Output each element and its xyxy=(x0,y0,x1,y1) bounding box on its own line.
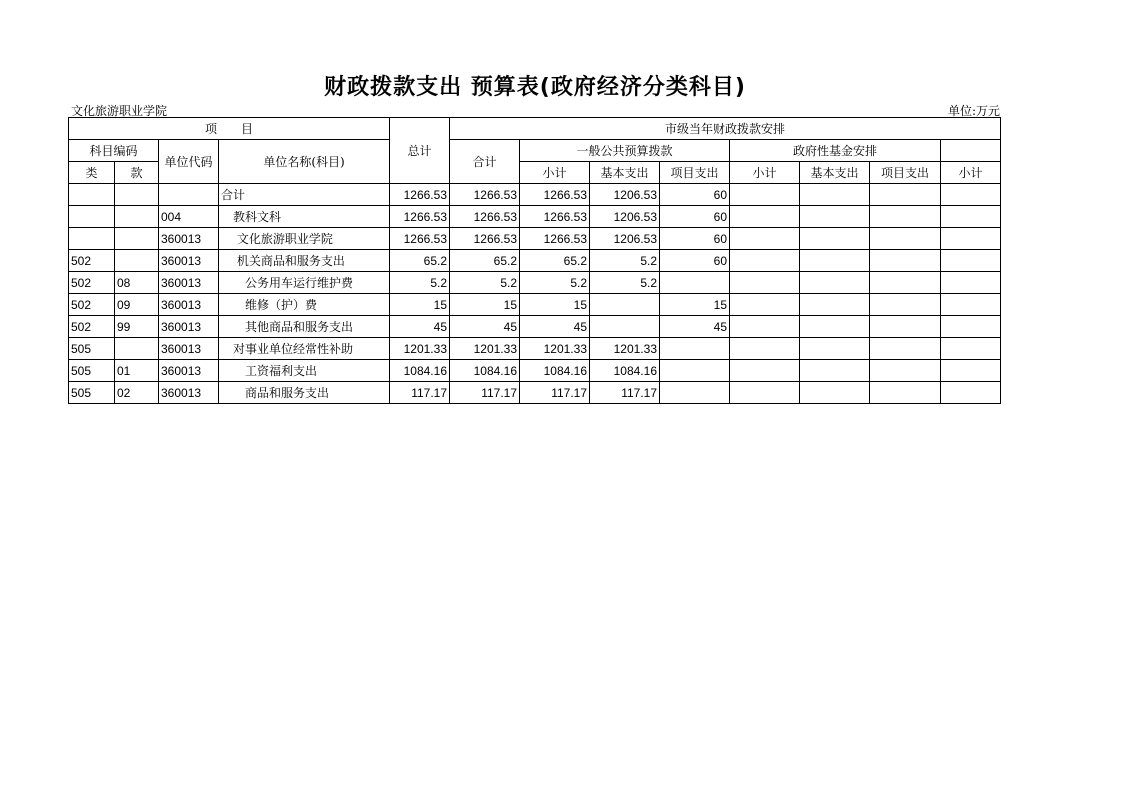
cell-lei: 505 xyxy=(69,382,115,404)
cell-unit-code: 360013 xyxy=(159,250,219,272)
cell-fund-subtotal xyxy=(730,206,800,228)
cell-unit-name: 公务用车运行维护费 xyxy=(219,272,390,294)
cell-basic: 5.2 xyxy=(590,272,660,294)
cell-project-exp xyxy=(660,382,730,404)
header-general-budget: 一般公共预算拨款 xyxy=(520,140,730,162)
header-gov-fund: 政府性基金安排 xyxy=(730,140,941,162)
cell-lei: 505 xyxy=(69,360,115,382)
cell-unit-name: 机关商品和服务支出 xyxy=(219,250,390,272)
cell-unit-name: 其他商品和服务支出 xyxy=(219,316,390,338)
cell-sum: 117.17 xyxy=(450,382,520,404)
cell-sum: 1201.33 xyxy=(450,338,520,360)
page-title: 财政拨款支出 预算表(政府经济分类科目) xyxy=(324,75,746,100)
cell-fund-project xyxy=(870,206,941,228)
cell-sum: 15 xyxy=(450,294,520,316)
cell-total: 1266.53 xyxy=(390,228,450,250)
cell-unit-name: 商品和服务支出 xyxy=(219,382,390,404)
cell-kuan: 02 xyxy=(115,382,159,404)
cell-extra-subtotal xyxy=(941,184,1001,206)
cell-sum: 1266.53 xyxy=(450,228,520,250)
cell-lei: 502 xyxy=(69,272,115,294)
cell-unit-code: 360013 xyxy=(159,338,219,360)
header-blank xyxy=(941,140,1001,162)
cell-subtotal: 45 xyxy=(520,316,590,338)
table-row xyxy=(69,250,1001,272)
header-subtotal-2: 小计 xyxy=(730,162,800,184)
header-lei: 类 xyxy=(69,162,115,184)
cell-kuan: 08 xyxy=(115,272,159,294)
cell-extra-subtotal xyxy=(941,250,1001,272)
cell-basic: 117.17 xyxy=(590,382,660,404)
cell-subtotal: 1084.16 xyxy=(520,360,590,382)
cell-unit-code: 004 xyxy=(159,206,219,228)
cell-unit-code xyxy=(159,184,219,206)
cell-subtotal: 1201.33 xyxy=(520,338,590,360)
cell-fund-basic xyxy=(800,338,870,360)
cell-subtotal: 1266.53 xyxy=(520,184,590,206)
cell-fund-project xyxy=(870,382,941,404)
table-row xyxy=(69,228,1001,250)
cell-basic xyxy=(590,294,660,316)
cell-lei xyxy=(69,228,115,250)
header-subtotal-3: 小计 xyxy=(941,162,1001,184)
cell-sum: 1266.53 xyxy=(450,184,520,206)
cell-kuan: 99 xyxy=(115,316,159,338)
table-row xyxy=(69,272,1001,294)
cell-project-exp xyxy=(660,272,730,294)
cell-kuan xyxy=(115,228,159,250)
cell-sum: 45 xyxy=(450,316,520,338)
cell-kuan: 09 xyxy=(115,294,159,316)
cell-total: 65.2 xyxy=(390,250,450,272)
cell-extra-subtotal xyxy=(941,272,1001,294)
cell-extra-subtotal xyxy=(941,228,1001,250)
cell-fund-subtotal xyxy=(730,272,800,294)
cell-fund-basic xyxy=(800,228,870,250)
cell-fund-subtotal xyxy=(730,338,800,360)
cell-fund-basic xyxy=(800,382,870,404)
header-subtotal: 小计 xyxy=(520,162,590,184)
cell-project-exp: 60 xyxy=(660,250,730,272)
cell-basic: 5.2 xyxy=(590,250,660,272)
cell-extra-subtotal xyxy=(941,338,1001,360)
cell-extra-subtotal xyxy=(941,360,1001,382)
cell-fund-project xyxy=(870,338,941,360)
header-row-1 xyxy=(69,118,1001,140)
cell-extra-subtotal xyxy=(941,382,1001,404)
header-basic: 基本支出 xyxy=(590,162,660,184)
cell-basic: 1206.53 xyxy=(590,184,660,206)
table-row xyxy=(69,206,1001,228)
cell-unit-name: 文化旅游职业学院 xyxy=(219,228,390,250)
cell-project-exp: 15 xyxy=(660,294,730,316)
cell-total: 117.17 xyxy=(390,382,450,404)
cell-fund-project xyxy=(870,228,941,250)
cell-project-exp xyxy=(660,360,730,382)
cell-sum: 5.2 xyxy=(450,272,520,294)
cell-fund-basic xyxy=(800,206,870,228)
cell-fund-subtotal xyxy=(730,382,800,404)
unit-label: 单位:万元 xyxy=(947,104,1000,118)
table-row xyxy=(69,294,1001,316)
cell-kuan xyxy=(115,250,159,272)
header-project-exp-2: 项目支出 xyxy=(870,162,941,184)
cell-lei: 502 xyxy=(69,250,115,272)
header-unit-code: 单位代码 xyxy=(159,140,219,184)
cell-basic xyxy=(590,316,660,338)
cell-fund-subtotal xyxy=(730,316,800,338)
cell-fund-subtotal xyxy=(730,250,800,272)
header-city-allocation: 市级当年财政拨款安排 xyxy=(450,118,1001,140)
cell-fund-basic xyxy=(800,360,870,382)
cell-total: 1084.16 xyxy=(390,360,450,382)
cell-fund-project xyxy=(870,360,941,382)
cell-unit-name: 合计 xyxy=(219,184,390,206)
table-row xyxy=(69,316,1001,338)
header-project: 项 目 xyxy=(69,118,390,140)
cell-lei xyxy=(69,184,115,206)
header-row-2 xyxy=(69,140,1001,162)
cell-total: 1201.33 xyxy=(390,338,450,360)
cell-fund-subtotal xyxy=(730,294,800,316)
cell-fund-subtotal xyxy=(730,360,800,382)
cell-unit-name: 对事业单位经常性补助 xyxy=(219,338,390,360)
header-sum: 合计 xyxy=(450,140,520,184)
cell-project-exp: 60 xyxy=(660,184,730,206)
cell-fund-basic xyxy=(800,250,870,272)
cell-unit-name: 工资福利支出 xyxy=(219,360,390,382)
cell-unit-code: 360013 xyxy=(159,382,219,404)
cell-project-exp: 60 xyxy=(660,206,730,228)
cell-total: 5.2 xyxy=(390,272,450,294)
table-row xyxy=(69,338,1001,360)
cell-project-exp: 45 xyxy=(660,316,730,338)
table-row xyxy=(69,360,1001,382)
cell-subtotal: 117.17 xyxy=(520,382,590,404)
header-total: 总计 xyxy=(390,118,450,184)
cell-extra-subtotal xyxy=(941,206,1001,228)
table-row xyxy=(69,382,1001,404)
cell-subtotal: 1266.53 xyxy=(520,228,590,250)
cell-fund-basic xyxy=(800,294,870,316)
cell-kuan xyxy=(115,338,159,360)
cell-fund-subtotal xyxy=(730,184,800,206)
cell-kuan: 01 xyxy=(115,360,159,382)
cell-basic: 1206.53 xyxy=(590,228,660,250)
cell-project-exp xyxy=(660,338,730,360)
cell-fund-subtotal xyxy=(730,228,800,250)
cell-sum: 65.2 xyxy=(450,250,520,272)
cell-basic: 1084.16 xyxy=(590,360,660,382)
cell-total: 45 xyxy=(390,316,450,338)
cell-subtotal: 65.2 xyxy=(520,250,590,272)
budget-table xyxy=(68,117,1001,404)
cell-lei xyxy=(69,206,115,228)
cell-total: 15 xyxy=(390,294,450,316)
header-basic-2: 基本支出 xyxy=(800,162,870,184)
header-project-exp: 项目支出 xyxy=(660,162,730,184)
cell-unit-name: 教科文科 xyxy=(219,206,390,228)
cell-unit-code: 360013 xyxy=(159,228,219,250)
cell-fund-project xyxy=(870,184,941,206)
cell-subtotal: 1266.53 xyxy=(520,206,590,228)
cell-fund-project xyxy=(870,316,941,338)
cell-fund-project xyxy=(870,272,941,294)
cell-lei: 502 xyxy=(69,294,115,316)
cell-fund-project xyxy=(870,250,941,272)
cell-total: 1266.53 xyxy=(390,184,450,206)
cell-unit-name: 维修（护）费 xyxy=(219,294,390,316)
cell-kuan xyxy=(115,206,159,228)
cell-lei: 505 xyxy=(69,338,115,360)
cell-unit-code: 360013 xyxy=(159,360,219,382)
cell-subtotal: 5.2 xyxy=(520,272,590,294)
cell-unit-code: 360013 xyxy=(159,272,219,294)
cell-fund-project xyxy=(870,294,941,316)
cell-extra-subtotal xyxy=(941,316,1001,338)
table-row xyxy=(69,184,1001,206)
cell-fund-basic xyxy=(800,184,870,206)
cell-sum: 1084.16 xyxy=(450,360,520,382)
cell-total: 1266.53 xyxy=(390,206,450,228)
cell-unit-code: 360013 xyxy=(159,316,219,338)
cell-sum: 1266.53 xyxy=(450,206,520,228)
cell-basic: 1201.33 xyxy=(590,338,660,360)
cell-unit-code: 360013 xyxy=(159,294,219,316)
cell-fund-basic xyxy=(800,316,870,338)
organization-name: 文化旅游职业学院 xyxy=(71,104,168,118)
cell-lei: 502 xyxy=(69,316,115,338)
cell-kuan xyxy=(115,184,159,206)
cell-basic: 1206.53 xyxy=(590,206,660,228)
cell-fund-basic xyxy=(800,272,870,294)
cell-extra-subtotal xyxy=(941,294,1001,316)
header-kuan: 款 xyxy=(115,162,159,184)
cell-subtotal: 15 xyxy=(520,294,590,316)
cell-project-exp: 60 xyxy=(660,228,730,250)
header-unit-name: 单位名称(科目) xyxy=(219,140,390,184)
header-subject-code: 科目编码 xyxy=(69,140,159,162)
